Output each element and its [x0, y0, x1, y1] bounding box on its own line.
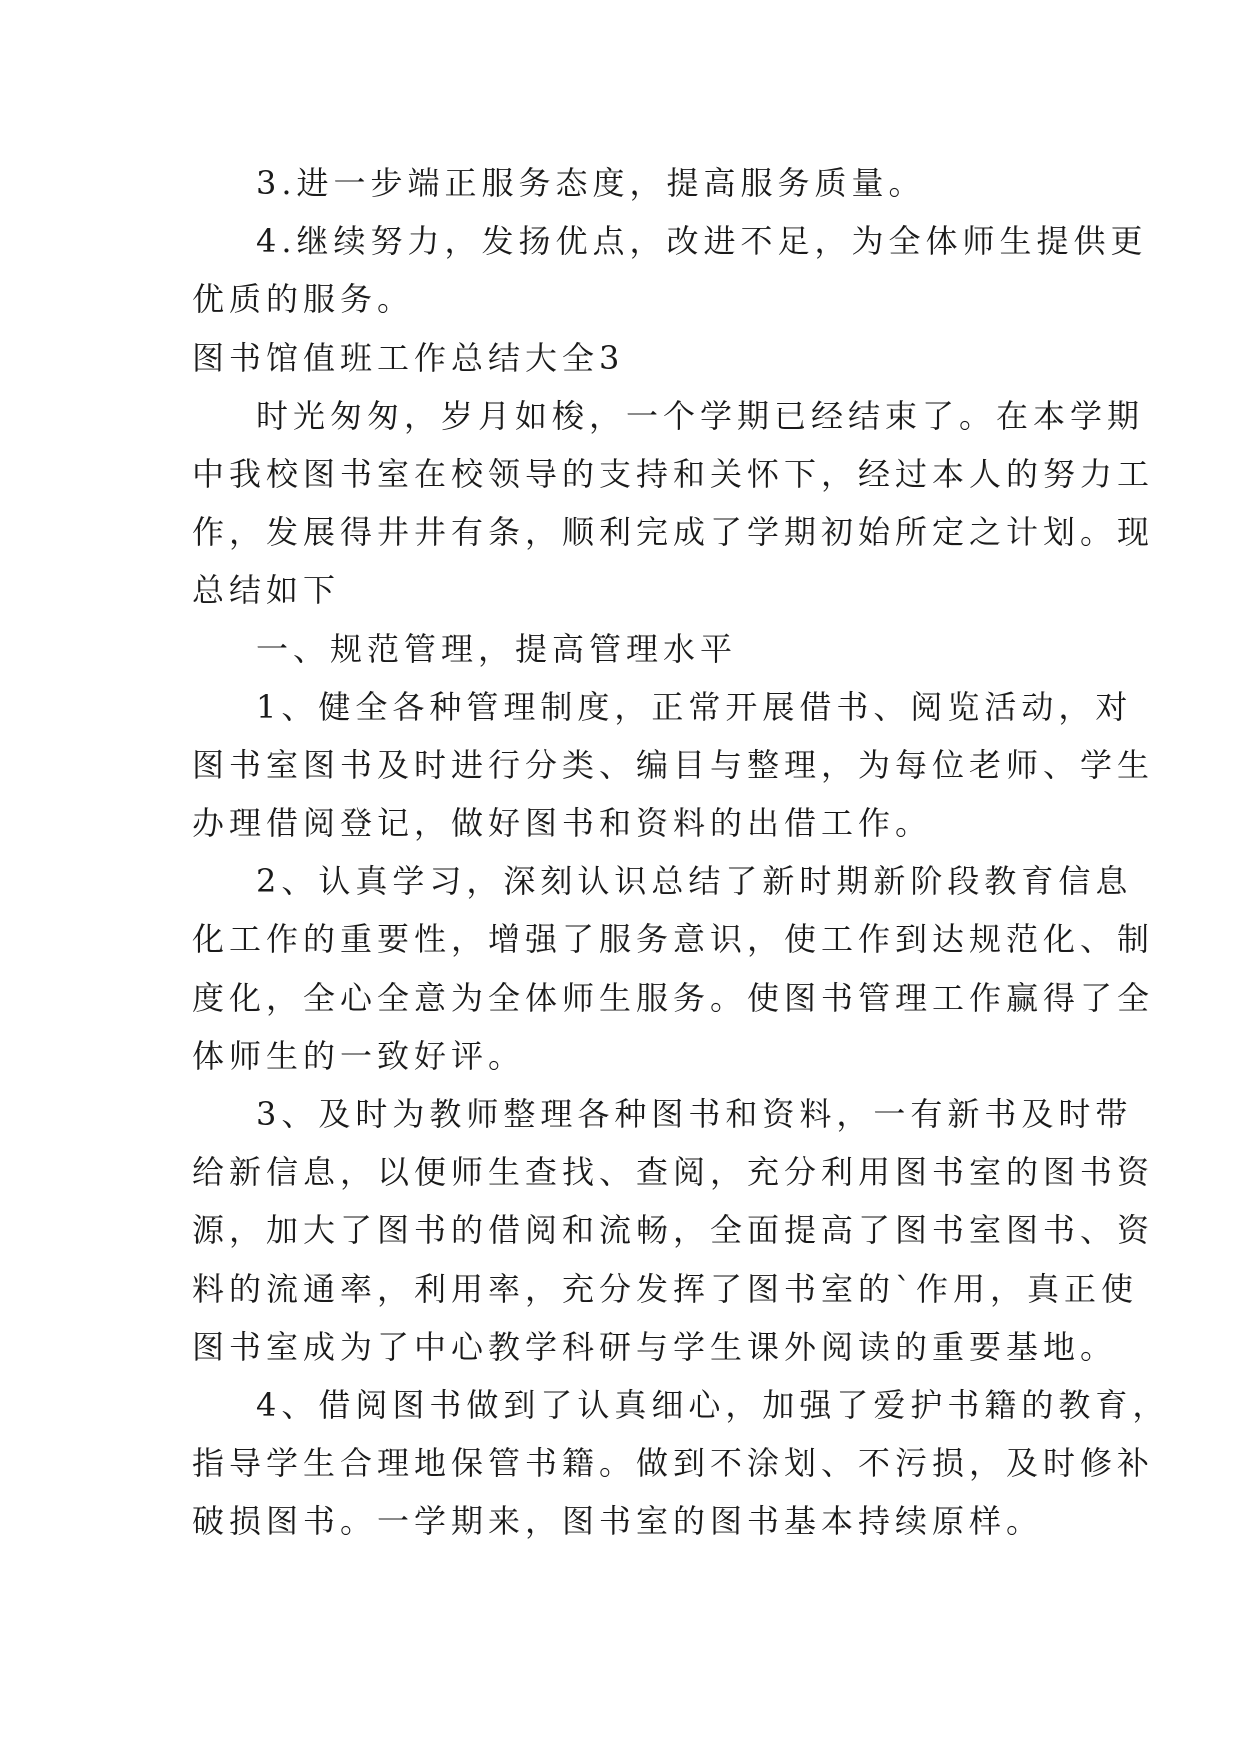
paragraph-line: 4、借阅图书做到了认真细心，加强了爱护书籍的教育，: [256, 1385, 1170, 1424]
paragraph-line: 中我校图书室在校领导的支持和关怀下，经过本人的努力工: [192, 454, 1155, 493]
paragraph-line: 优质的服务。: [192, 280, 415, 319]
paragraph-line: 3.进一步端正服务态度，提高服务质量。: [256, 164, 926, 202]
paragraph-line: 2、认真学习，深刻认识总结了新时期新阶段教育信息: [256, 862, 1133, 901]
paragraph-line: 料的流通率，利用率，充分发挥了图书室的`作用，真正使: [192, 1269, 1139, 1308]
paragraph-line: 化工作的重要性，增强了服务意识，使工作到达规范化、制: [192, 920, 1155, 959]
paragraph-line: 体师生的一致好评。: [192, 1036, 526, 1075]
paragraph-line: 1、健全各种管理制度，正常开展借书、阅览活动，对: [256, 687, 1133, 726]
paragraph-line: 指导学生合理地保管书籍。做到不涂划、不污损，及时修补: [192, 1444, 1155, 1483]
paragraph-line: 图书室成为了中心教学科研与学生课外阅读的重要基地。: [192, 1327, 1118, 1366]
subheading: 一、规范管理，提高管理水平: [256, 629, 738, 668]
paragraph-line: 破损图书。一学期来，图书室的图书基本持续原样。: [192, 1502, 1044, 1541]
paragraph-line: 作，发展得井井有条，顺利完成了学期初始所定之计划。现: [192, 513, 1155, 552]
paragraph-line: 4.继续努力，发扬优点，改进不足，为全体师生提供更: [256, 222, 1148, 261]
section-title: 图书馆值班工作总结大全3: [192, 338, 625, 377]
document-body: [192, 154, 1170, 1551]
paragraph-line: 总结如下: [192, 571, 341, 610]
paragraph-line: 3、及时为教师整理各种图书和资料，一有新书及时带: [256, 1095, 1133, 1133]
paragraph-line: 度化，全心全意为全体师生服务。使图书管理工作赢得了全: [192, 978, 1155, 1017]
paragraph-line: 时光匆匆，岁月如梭，一个学期已经结束了。在本学期: [256, 396, 1145, 435]
paragraph-line: 源，加大了图书的借阅和流畅，全面提高了图书室图书、资: [192, 1211, 1155, 1250]
paragraph-line: 办理借阅登记，做好图书和资料的出借工作。: [192, 804, 933, 843]
paragraph-line: 给新信息，以便师生查找、查阅，充分利用图书室的图书资: [192, 1153, 1155, 1192]
paragraph-line: 图书室图书及时进行分类、编目与整理，为每位老师、学生: [192, 745, 1155, 784]
